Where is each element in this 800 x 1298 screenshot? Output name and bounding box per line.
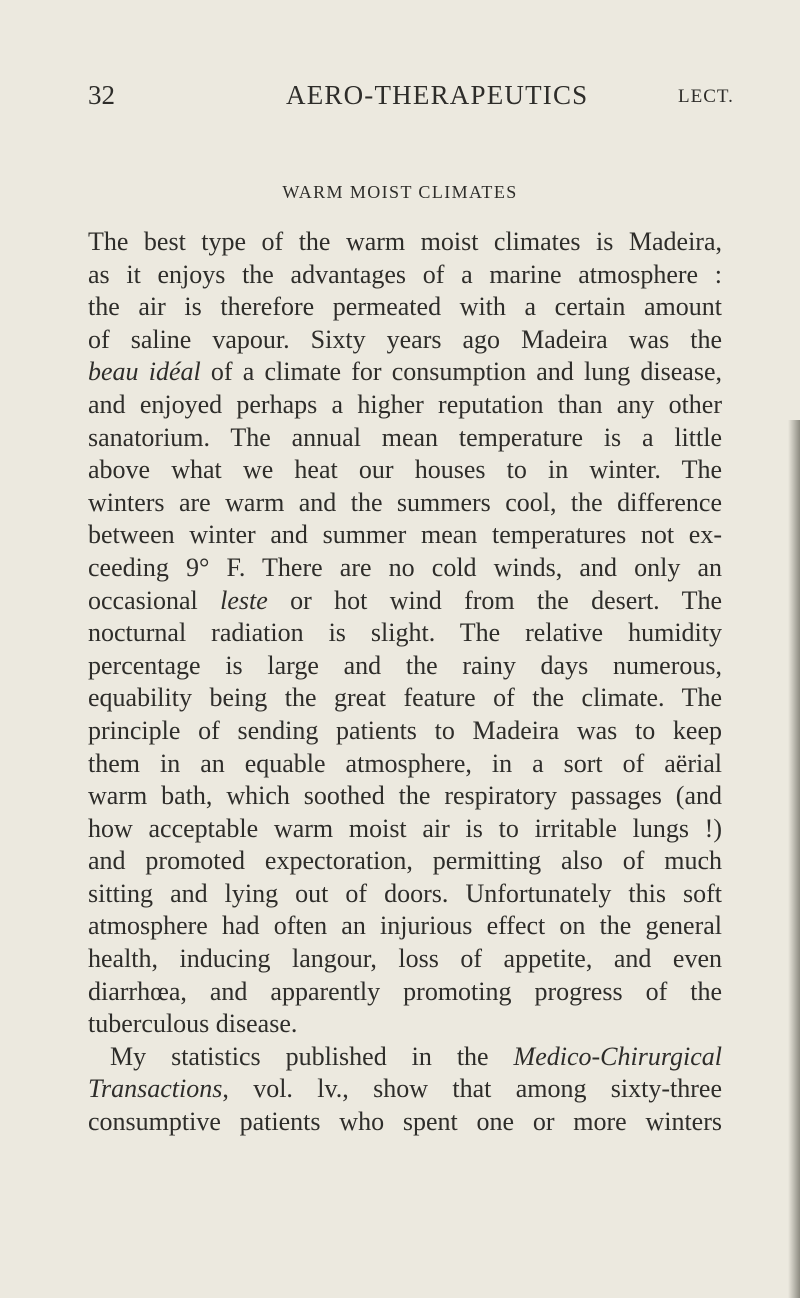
text-segment: tuberculous disease. bbox=[88, 1009, 298, 1039]
text-segment: the air is therefore permeated with a certain amount bbox=[88, 292, 722, 322]
text-segment: sitting and lying out of doors. Unfortunately this soft bbox=[88, 878, 722, 908]
text-line bbox=[88, 1106, 722, 1139]
text-line bbox=[88, 1073, 722, 1106]
text-line bbox=[88, 682, 722, 715]
text-segment: or hot wind from the desert. The bbox=[267, 585, 722, 615]
text-line bbox=[88, 454, 722, 487]
text-segment: , vol. lv., show that among sixty-three bbox=[222, 1074, 722, 1104]
running-head bbox=[0, 80, 800, 116]
text-line bbox=[88, 259, 722, 292]
text-line bbox=[88, 291, 722, 324]
text-segment: between winter and summer mean temperatures not ex- bbox=[88, 520, 722, 550]
text-segment: principle of sending patients to Madeira was to keep bbox=[88, 715, 722, 745]
text-line bbox=[88, 324, 722, 357]
text-segment: and promoted expectoration, permitting also of much bbox=[88, 846, 722, 876]
text-line bbox=[88, 845, 722, 878]
text-line bbox=[88, 585, 722, 618]
text-segment: The best type of the warm moist climates is Madeira, bbox=[88, 227, 722, 256]
text-segment: health, inducing langour, loss of appetite, and even bbox=[88, 944, 722, 974]
italic-phrase: Medico-Chirurgical bbox=[513, 1041, 722, 1071]
text-segment: diarrhœa, and apparently promoting progress of the bbox=[88, 976, 722, 1006]
text-line bbox=[88, 1008, 722, 1041]
text-segment: My statistics published in the bbox=[110, 1041, 514, 1071]
page-number: 32 bbox=[88, 80, 115, 110]
text-line bbox=[88, 748, 722, 781]
text-line bbox=[88, 422, 722, 455]
text-line bbox=[88, 1041, 722, 1074]
text-line bbox=[88, 519, 722, 552]
text-segment: equability being the great feature of the climate. The bbox=[88, 683, 722, 713]
text-line bbox=[88, 976, 722, 1009]
italic-phrase: Transactions bbox=[88, 1074, 223, 1104]
text-line bbox=[88, 780, 722, 813]
text-line bbox=[88, 715, 722, 748]
text-line bbox=[88, 617, 722, 650]
text-segment: how acceptable warm moist air is to irritable lungs !) bbox=[88, 813, 722, 843]
text-segment: warm bath, which soothed the respiratory passages (and bbox=[88, 781, 722, 811]
text-line bbox=[88, 226, 722, 259]
text-segment: of a climate for consumption and lung disease, bbox=[200, 357, 723, 387]
text-segment: above what we heat our houses to in winter. The bbox=[88, 455, 722, 485]
italic-phrase: leste bbox=[220, 585, 268, 615]
text-segment: percentage is large and the rainy days numerous, bbox=[88, 650, 722, 680]
text-segment: atmosphere had often an injurious effect on the general bbox=[88, 911, 722, 941]
italic-phrase: beau idéal bbox=[88, 357, 201, 387]
page-edge-shadow bbox=[788, 420, 800, 1298]
text-line bbox=[88, 650, 722, 683]
text-line bbox=[88, 389, 722, 422]
text-segment: consumptive patients who spent one or more winters bbox=[88, 1107, 722, 1137]
text-segment: as it enjoys the advantages of a marine atmosphere : bbox=[88, 259, 722, 289]
text-segment: of saline vapour. Sixty years ago Madeira was the bbox=[88, 324, 722, 354]
section-heading: WARM MOIST CLIMATES bbox=[282, 182, 518, 202]
text-segment: them in an equable atmosphere, in a sort of aërial bbox=[88, 748, 722, 778]
text-line bbox=[88, 356, 722, 389]
text-segment: sanatorium. The annual mean temperature is a little bbox=[88, 422, 722, 452]
lecture-mark: LECT. bbox=[678, 86, 734, 107]
text-line bbox=[88, 813, 722, 846]
text-segment: occasional bbox=[88, 585, 221, 615]
running-title: AERO-THERAPEUTICS bbox=[286, 80, 589, 110]
text-line bbox=[88, 943, 722, 976]
text-line bbox=[88, 910, 722, 943]
text-segment: nocturnal radiation is slight. The relative humidity bbox=[88, 618, 722, 648]
text-line bbox=[88, 487, 722, 520]
body-text bbox=[88, 226, 722, 1139]
text-line bbox=[88, 878, 722, 911]
text-line bbox=[88, 552, 722, 585]
text-segment: ceeding 9° F. There are no cold winds, and only an bbox=[88, 552, 722, 582]
text-segment: winters are warm and the summers cool, the difference bbox=[88, 487, 722, 517]
text-segment: and enjoyed perhaps a higher reputation than any other bbox=[88, 389, 722, 419]
